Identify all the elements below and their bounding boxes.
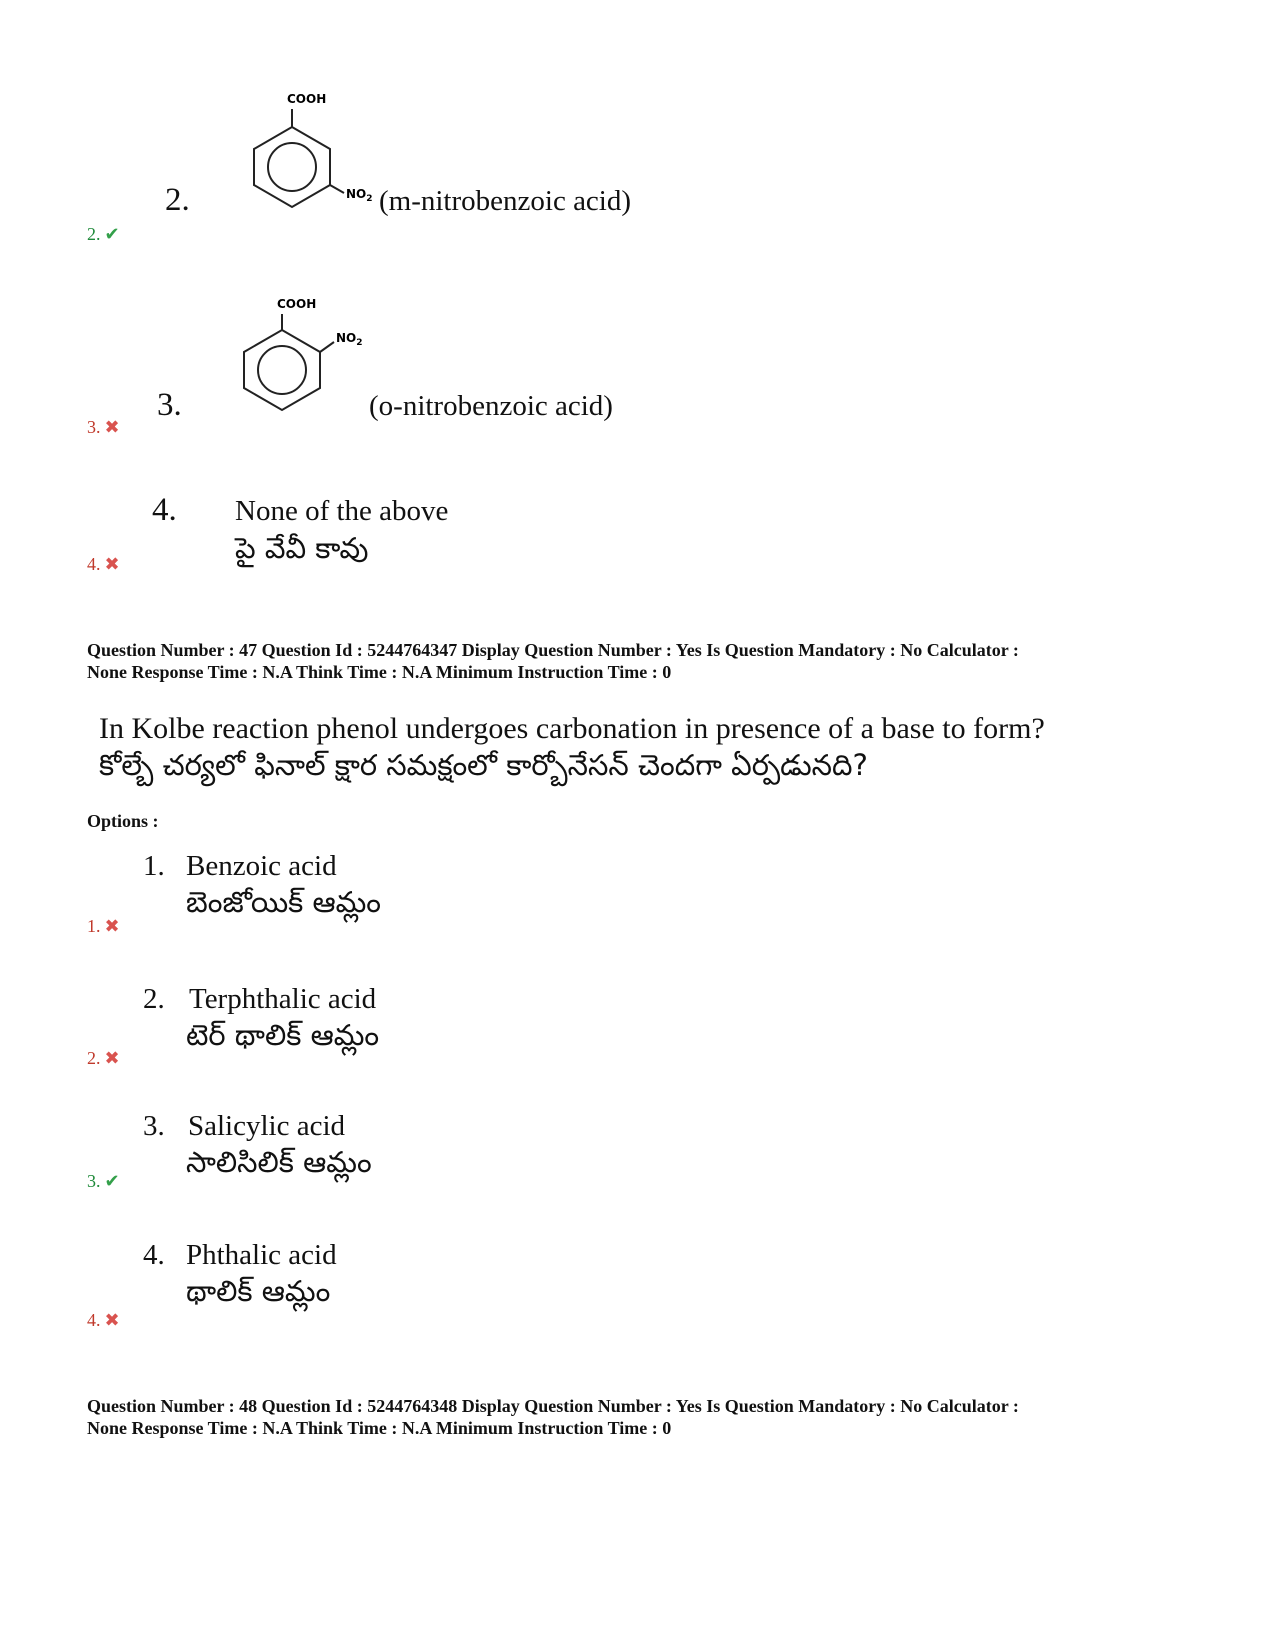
marker-number: 4. — [87, 554, 101, 574]
meta-line: Question Number : 48 Question Id : 5244764348 Display Question Number : Yes Is Question Mandatory : No Calculator : — [87, 1396, 1019, 1416]
cross-icon: ✖ — [104, 554, 120, 574]
cross-icon: ✖ — [104, 417, 120, 437]
bond-line — [320, 342, 334, 352]
m-nitrobenzoic-acid-structure — [240, 85, 390, 215]
option-text-te: సాలిసిలిక్ ఆమ్లం — [186, 1145, 372, 1179]
meta-line: Question Number : 47 Question Id : 5244764347 Display Question Number : Yes Is Question Mandatory : No Calculator : — [87, 640, 1019, 660]
meta-line: None Response Time : N.A Think Time : N.A Minimum Instruction Time : 0 — [87, 662, 672, 682]
option-text-te: పై వేవీ కావు — [235, 531, 369, 565]
option-number: 1. — [143, 850, 165, 882]
marker-number: 2. — [87, 224, 101, 244]
cooh-label: COOH — [277, 297, 317, 311]
option-text-te: బెంజోయిక్ ఆమ్లం — [186, 885, 381, 919]
meta-line: None Response Time : N.A Think Time : N.A Minimum Instruction Time : 0 — [87, 1418, 672, 1438]
question-text-te: కోల్బే చర్యలో ఫినాల్ క్షార సమక్షంలో కార్బోనేసన్ చెందగా ఏర్పడునది? — [99, 748, 868, 782]
aromatic-circle — [258, 346, 306, 394]
benzene-ring — [244, 330, 320, 410]
marker-number: 2. — [87, 1048, 101, 1068]
option-number: 2. — [165, 182, 190, 218]
cross-icon: ✖ — [104, 1048, 120, 1068]
bond-line — [330, 185, 344, 193]
option-number: 3. — [143, 1110, 165, 1142]
compound-name: (m-nitrobenzoic acid) — [379, 185, 632, 217]
option-text-te: టెర్ థాలిక్ ఆమ్లం — [186, 1018, 380, 1052]
cross-icon: ✖ — [104, 916, 120, 936]
question-text-en: In Kolbe reaction phenol undergoes carbonation in presence of a base to form? — [99, 712, 1045, 745]
question-meta — [87, 1395, 1207, 1439]
answer-marker — [87, 554, 120, 574]
marker-number: 4. — [87, 1310, 101, 1330]
option-number: 4. — [152, 492, 177, 528]
option-text-en: Phthalic acid — [186, 1239, 337, 1271]
cross-icon: ✖ — [104, 1310, 120, 1330]
answer-marker — [87, 916, 120, 936]
question-meta — [87, 639, 1207, 683]
option-number: 4. — [143, 1239, 165, 1271]
compound-name: (o-nitrobenzoic acid) — [369, 390, 613, 422]
answer-marker — [87, 417, 120, 437]
benzene-ring — [254, 127, 330, 207]
option-number: 3. — [157, 387, 182, 423]
options-label: Options : — [87, 811, 159, 831]
answer-marker — [87, 1310, 120, 1330]
no2-label: $NO_2$ — [336, 331, 363, 348]
answer-marker — [87, 1171, 120, 1191]
option-text-en: Terphthalic acid — [189, 983, 377, 1015]
check-icon: ✔ — [104, 224, 120, 244]
option-text-en: Salicylic acid — [188, 1110, 346, 1142]
cooh-label: COOH — [287, 92, 327, 106]
marker-number: 1. — [87, 916, 101, 936]
option-text-te: థాలిక్ ఆమ్లం — [186, 1274, 331, 1308]
option-text-en: None of the above — [235, 495, 449, 527]
aromatic-circle — [268, 143, 316, 191]
check-icon: ✔ — [104, 1171, 120, 1191]
option-number: 2. — [143, 983, 165, 1015]
o-nitrobenzoic-acid-structure — [232, 290, 382, 420]
answer-marker — [87, 1048, 120, 1068]
marker-number: 3. — [87, 417, 101, 437]
no2-label: $NO_2$ — [346, 187, 373, 204]
option-text-en: Benzoic acid — [186, 850, 337, 882]
answer-marker — [87, 224, 120, 244]
marker-number: 3. — [87, 1171, 101, 1191]
